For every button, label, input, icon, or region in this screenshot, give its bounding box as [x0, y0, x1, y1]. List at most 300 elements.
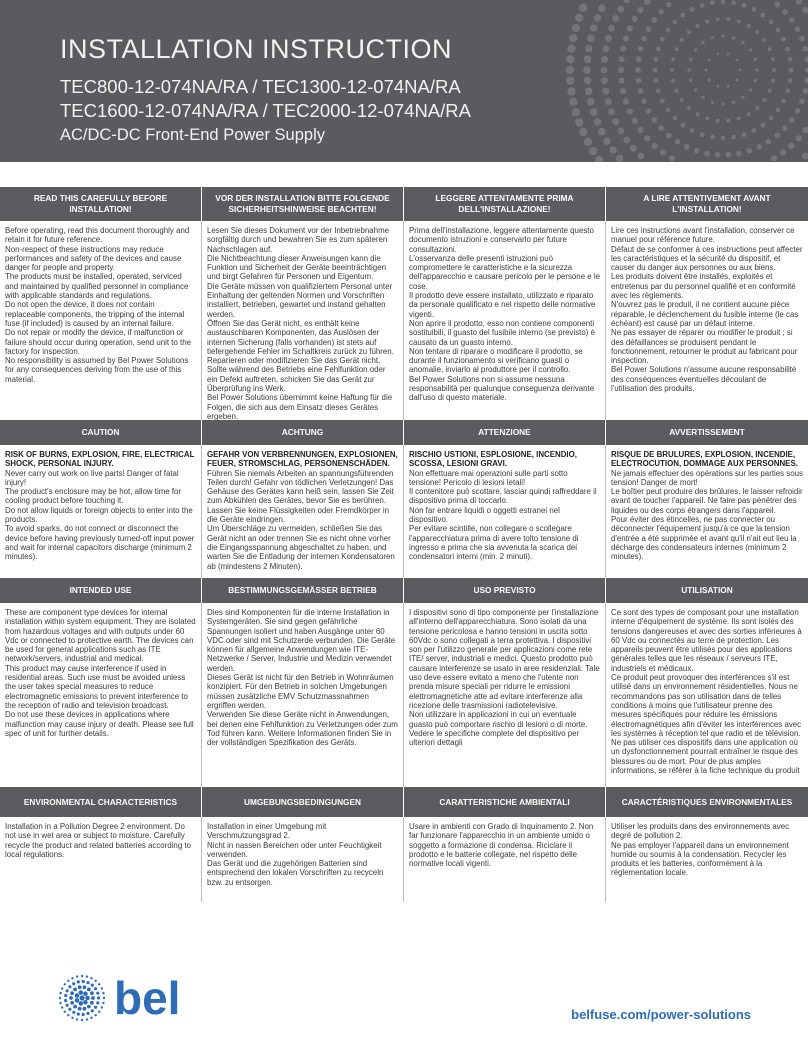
logo-dot: [97, 996, 100, 999]
logo-dot: [75, 993, 80, 998]
logo-dot: [81, 1019, 83, 1021]
model-numbers: [60, 75, 471, 123]
logo-dot: [81, 975, 83, 977]
paragraph: Never carry out work on live parts! Danger of fatal injury! The product's enclosure may be hot, allow time for cooling product before touching it. Do not allow liquids or foreign objects to enter into the products. To avoid sparks, do not connect or disconnect the device before having previously turned-off input power and wait for internal capacitors discharge (minimum 2 minutes).: [5, 468, 195, 562]
decorative-dot: [689, 79, 692, 82]
decorative-dot: [687, 30, 691, 34]
decorative-dot: [608, 25, 615, 32]
decorative-dot: [641, 36, 647, 42]
decorative-dot: [749, 48, 752, 51]
decorative-dot: [726, 17, 730, 21]
decorative-dot: [637, 7, 643, 13]
decorative-dot: [684, 144, 690, 150]
logo-dot: [96, 992, 99, 995]
logo-dot: [79, 990, 84, 995]
decorative-dot: [623, 137, 630, 144]
decorative-dot: [742, 132, 747, 137]
bel-logo: [54, 970, 204, 1026]
column-header: BESTIMMUNGSGEMÄSSER BETRIEB: [202, 578, 404, 603]
decorative-dot: [795, 26, 801, 32]
decorative-dot: [708, 79, 711, 82]
decorative-dot: [711, 101, 714, 104]
section-text: [404, 445, 606, 578]
logo-dot: [59, 1002, 61, 1004]
decorative-dot: [601, 67, 608, 74]
decorative-dot: [575, 118, 583, 126]
decorative-dot: [656, 89, 661, 94]
logo-dot: [61, 1006, 63, 1008]
decorative-dot: [796, 135, 802, 141]
decorative-dot: [623, 98, 629, 104]
column-header: ENVIRONMENTAL CHARACTERISTICS: [0, 787, 202, 817]
decorative-dot: [700, 3, 705, 8]
decorative-dot: [646, 26, 652, 32]
decorative-dot: [673, 20, 678, 25]
decorative-dot: [666, 2, 672, 8]
decorative-dot: [768, 47, 772, 51]
decorative-dot: [769, 116, 774, 121]
decorative-dot: [687, 68, 690, 71]
logo-dot: [70, 991, 74, 995]
decorative-dot: [785, 89, 790, 94]
decorative-dot: [788, 143, 794, 149]
column-header: ACHTUNG: [202, 420, 404, 445]
logo-dot: [101, 987, 103, 989]
paragraph: These are component type devices for internal installation within system equipment. They are isolated from hazardous voltages and with outputs under 60 Vdc or connected to protective earth. The devices can be used for general applications such as ITE network/servers, industrial and medical. This product may cause interference if used in residential areas. Such use must be avoided unless the user takes special measures to reduce electromagnetic emissions to prevent interference to the reception of radio and television broadcast. Do not use these devices in applications where malfunction may cause injury or death. Please see full spec of unit for further details.: [5, 608, 196, 738]
decorative-dot: [680, 98, 684, 102]
decorative-dot: [774, 2, 780, 8]
decorative-dot: [680, 38, 684, 42]
decorative-dot: [669, 155, 675, 161]
decorative-dot: [675, 139, 681, 145]
decorative-dot: [584, 138, 592, 146]
decorative-dot: [598, 128, 606, 136]
decorative-dot: [696, 112, 700, 116]
decorative-dot: [630, 145, 637, 152]
decorative-dot: [789, 68, 794, 73]
decorative-dot: [641, 99, 647, 105]
logo-dot: [67, 980, 69, 982]
decorative-dot: [673, 116, 678, 121]
decorative-dot: [595, 156, 603, 162]
decorative-dot: [671, 57, 675, 61]
decorative-dot: [776, 28, 781, 33]
decorative-dot: [705, 20, 709, 24]
logo-dot: [98, 1011, 100, 1013]
decorative-dot: [617, 128, 624, 135]
decorative-dot: [653, 68, 658, 73]
decorative-dot: [737, 117, 741, 121]
decorative-dot: [646, 108, 652, 114]
decorative-dot: [671, 79, 675, 83]
warning-heading: GEFAHR VON VERBRENNUNGEN, EXPLOSIONEN, FEUER, STROMSCHLAG, PERSONENSCHÄDEN.: [207, 450, 398, 469]
decorative-dot: [616, 155, 624, 163]
decorative-dot: [731, 0, 736, 5]
section-text: [0, 603, 202, 787]
logo-dot: [98, 983, 100, 985]
decorative-dot: [627, 25, 633, 31]
decorative-dot: [780, 149, 786, 155]
logo-dot: [64, 1011, 66, 1013]
section-header-row: [0, 787, 808, 817]
decorative-dot: [589, 147, 597, 155]
column-header: UMGEBUNGSBEDINGUNGEN: [202, 787, 404, 817]
section-body-row: [0, 603, 808, 787]
decorative-dot: [674, 89, 678, 93]
decorative-dot: [618, 67, 624, 73]
decorative-dot: [651, 117, 657, 123]
paragraph: Prima dell'installazione, leggere attentamente questo documento istruzioni e conservarlo per future consultazioni. L'osservanza delle presenti istruzioni può compromettere le caratteristiche e la sicurezza dell'apparecchio e causare pericolo per le persone e le cose. Il prodotto deve essere installato, utilizzato e riparato da personale qualificato e nel rispetto delle normative vigenti. Non aprire il prodotto, esso non contiene componenti sostituibili, il guasto del fusibile interno (se previsto) è causato da un guasto interno. Non tentare di riparare o modificare il prodotto, se durante il funzionamento si verificano guasti o anomalie, inviarlo al produttore per il controllo. Bel Power Solutions non si assume nessuna responsabilità per qualunque conseguenza derivante dall'uso di questo materiale.: [409, 226, 601, 403]
decorative-dot: [594, 118, 602, 126]
logo-dot: [95, 1014, 97, 1016]
decorative-dot: [612, 15, 619, 22]
decorative-dot: [612, 118, 619, 125]
decorative-dot: [601, 77, 608, 84]
logo-dot: [79, 995, 84, 1000]
decorative-dot: [638, 46, 644, 52]
decorative-dot: [653, 78, 658, 83]
instruction-table: [0, 187, 808, 902]
decorative-dot: [660, 37, 665, 42]
decorative-dot: [749, 88, 752, 91]
decorative-dot: [805, 57, 808, 63]
decorative-dot: [726, 152, 732, 158]
logo-dot: [71, 1017, 73, 1019]
decorative-dot: [795, 108, 801, 114]
decorative-dot: [572, 24, 580, 32]
section-text: [202, 603, 404, 787]
decorative-dot: [620, 88, 626, 94]
decorative-dot: [781, 99, 786, 104]
logo-dot: [75, 998, 80, 1003]
decorative-dot: [587, 98, 595, 106]
decorative-dot: [566, 55, 574, 63]
paragraph: Utiliser les produits dans des environnements avec degré de pollution 2. Ne pas employer l'appareil dans un environnement humide ou soumis à la condensation. Recycler les produits et les batteries, conformément à la réglementation locale.: [611, 822, 790, 878]
section-text: [0, 445, 202, 578]
decorative-dot: [747, 148, 753, 154]
logo-dot: [66, 989, 69, 992]
decorative-dot: [802, 153, 808, 160]
decorative-dot: [736, 151, 742, 157]
column-header: CARATTERISTICHE AMBIENTALI: [404, 787, 606, 817]
logo-dot: [91, 984, 94, 987]
logo-dot: [59, 992, 61, 994]
decorative-dot: [701, 41, 704, 44]
decorative-dot: [782, 125, 788, 131]
decorative-dot: [710, 0, 715, 5]
decorative-dot: [705, 117, 709, 121]
decorative-dot: [637, 153, 644, 160]
paragraph: Führen Sie niemals Arbeiten an spannungsführenden Teilen durch! Gefahr von tödlichen Verletzungen! Das Gehäuse des Gerätes kann heiß sein, lassen Sie Zeit zum Abkühlen des Gerätes, bevor Sie es berühren. Lassen Sie keine Flüssigkeiten oder Fremdkörper in die Geräte eindringen. Um Überschläge zu vermeiden, schließen Sie das Gerät nicht an oder trennen Sie es nicht ohne vorher die Eingangsspannung abgeschaltet zu haben, und warten Sie die Entladung der internen Kondensatoren ab (mindestens 2 Minuten).: [207, 468, 395, 571]
section-text: [0, 221, 202, 420]
decorative-dot: [658, 9, 664, 15]
decorative-dot: [583, 66, 591, 74]
decorative-dot: [788, 78, 793, 83]
decorative-dot: [716, 52, 719, 55]
logo-dot: [72, 1011, 75, 1014]
section-text: [202, 817, 404, 902]
section-text: [404, 603, 606, 787]
decorative-dot: [585, 45, 593, 53]
decorative-dot: [772, 68, 776, 72]
logo-dot: [86, 1012, 89, 1015]
logo-dot: [66, 1004, 69, 1007]
bel-logo-icon: [54, 970, 204, 1026]
decorative-dot: [609, 146, 617, 154]
decorative-dot: [569, 98, 577, 106]
decorative-dot: [635, 67, 641, 73]
decorative-dot: [603, 45, 610, 52]
column-header: AVVERTISSEMENT: [606, 420, 808, 445]
logo-dot: [64, 983, 66, 985]
decorative-dot: [605, 98, 612, 105]
decorative-dot: [651, 17, 657, 23]
decorative-dot: [579, 4, 587, 12]
decorative-dot: [727, 85, 730, 88]
decorative-dot: [694, 88, 697, 91]
column-header: LEGGERE ATTENTAMENTE PRIMA DELL'INSTALLAZIONE!: [404, 187, 606, 221]
paragraph: Ne jamais effectuer des opérations sur les parties sous tension! Danger de mort! Le boîtier peut produire des brûlures, le laisser refroidir avant de toucher l'appareil. Ne faire pas pénétrer des liquides ou des corps étrangers dans l'appareil. Pour éviter des étincelles, ne pas connecter ou déconnecter l'équipement jusqu'à ce que la tension d'entrée a été supprimée et avant qu'il n'ait eut lieu la décharge des condensateurs internes (minimum 2 minutes).: [611, 468, 803, 562]
column-header: VOR DER INSTALLATION BITTE FOLGENDE SICHERHEITSHINWEISE BEACHTEN!: [202, 187, 404, 221]
decorative-dot: [627, 108, 633, 114]
decorative-dot: [690, 7, 695, 12]
logo-dot: [86, 981, 89, 984]
decorative-dot: [575, 14, 583, 22]
document-subtitle: AC/DC-DC Front-End Power Supply: [60, 126, 325, 144]
decorative-dot: [710, 135, 715, 140]
decorative-dot: [566, 66, 574, 74]
decorative-dot: [708, 59, 711, 62]
decorative-dot: [721, 0, 726, 4]
logo-dot: [90, 1001, 94, 1005]
paragraph: Lesen Sie dieses Dokument vor der Inbetriebnahme sorgfältig durch und bewahren Sie es zum späteren Nachschlagen auf. Die Nichtbeachtung dieser Anweisungen kann die Funktion und Sicherheit der Geräte beeinträchtigen und birgt Gefahren für Personen und Eigentum. Die Geräte müssen von qualifiziertem Personal unter Einhaltung der geltenden Normen und Vorschriften installiert, betrieben, gewartet und instand gehalten werden. Öffnen Sie das Gerät nicht, es enthält keine austauschbaren Komponenten, das Auslösen der internen Sicherung (falls vorhanden) ist stets auf tiefergehende Fehler im Schaltkreis zurück zu führen. Reparieren oder modifizieren Sie das Gerät nicht. Sollte während des Betriebs eine Fehlfunktion oder ein Defekt auftreten, schicken Sie das Gerät zur Überprüfung ins Werk. Bel Power Solutions übernimmt keine Haftung für die Folgen, die sich aus dem Einsatz dieses Gerätes ergeben.: [207, 226, 394, 420]
decorative-dot: [579, 128, 587, 136]
paragraph: Usare in ambienti con Grado di Inquinamento 2. Non far funzionare l'apparecchio in un ambiente umido o soggetto a formazione di condensa. Riciclare il prodotto e le batterie collegate, nel rispetto delle normative locali vigenti.: [409, 822, 594, 869]
decorative-dot: [701, 96, 704, 99]
section-header-row: [0, 420, 808, 445]
decorative-dot: [715, 152, 721, 158]
decorative-dot: [754, 79, 757, 82]
logo-dot: [64, 994, 67, 997]
paragraph: I dispositivi sono di tipo componente per l'installazione all'interno dell'apparecchiatura. Sono isolati da una tensione pericolosa e hanno tensioni in uscita sotto 60Vdc o sono collegati a terra protettiva. I dispositivi son per l'utilizzo generale per applicazioni come rete ITE/ server, industriali e medici. Questo prodotto può causare interferenze se usato in aree residenziali. Tale uso deve essere evitato a meno che l'utente non prenda misure speciali per ridurre le emissioni elettromagnetiche atte ad evitare interferenze alla ricezione delle trasmissioni radiotelevisive. Non utilizzare in applicazioni in cui un eventuale guasto può comportare rischio di lesioni o di morte. Vedere le specifiche complete del dispositivo per ulteriori dettagli: [409, 608, 600, 748]
column-header: CAUTION: [0, 420, 202, 445]
logo-dot: [59, 997, 61, 999]
decorative-dot: [737, 20, 741, 24]
decorative-dot: [594, 14, 602, 22]
decorative-dot: [771, 155, 777, 161]
section-body-row: [0, 445, 808, 578]
decorative-dot: [752, 7, 757, 12]
decorative-dot: [689, 58, 692, 61]
decorative-dot: [567, 45, 575, 53]
decorative-dot: [789, 17, 795, 23]
section-header-row: [0, 578, 808, 603]
decorative-dot: [769, 20, 774, 25]
logo-dot: [83, 1000, 88, 1005]
section-text: [202, 221, 404, 420]
decorative-dot: [696, 24, 700, 28]
logo-dot: [90, 977, 92, 979]
decorative-dot: [747, 112, 751, 116]
paragraph: Dies sind Komponenten für die interne Installation in Systemgeräten. Sie sind gegen gefährliche Spannungen isoliert und haben Ausgänge unter 60 VDC oder sind mit Schutzerde verbunden. Die Geräte können für allgemeine Anwendungen wie ITE-Netzwerke / Server, Industrie und Medizin verwendet werden. Dieses Gerät ist nicht für den Betrieb in Wohnräumen konzipiert. Für den Betrieb in solchen Umgebungen müssen zusätzliche EMV Schutzmassnahmen ergriffen werden. Verwenden Sie diese Geräte nicht in Anwendungen, bei denen eine Fehlfunktion zu Verletzungen oder zum Tod führen kann. Weitere Informationen finden Sie in der vollständigen Spezifikation des Geräts.: [207, 608, 398, 748]
decorative-dot: [762, 98, 766, 102]
logo-dot: [95, 980, 97, 982]
decorative-dot: [569, 34, 577, 42]
decorative-dot: [766, 139, 772, 145]
logo-dot: [87, 1005, 91, 1009]
dot-pattern-decoration: [508, 0, 808, 162]
logo-dot: [71, 977, 73, 979]
decorative-dot: [603, 88, 610, 95]
decorative-dot: [782, 9, 788, 15]
model-line-2: TEC1600-12-074NA/RA / TEC2000-12-074NA/RA: [60, 100, 471, 121]
decorative-dot: [666, 133, 672, 139]
decorative-dot: [617, 6, 624, 13]
decorative-dot: [768, 89, 772, 93]
column-header: USO PREVISTO: [404, 578, 606, 603]
logo-dot: [72, 982, 75, 985]
decorative-dot: [700, 132, 705, 137]
logo-dot: [83, 1007, 87, 1011]
logo-dot: [77, 1013, 80, 1016]
logo-dot: [91, 1009, 94, 1012]
paragraph: Lire ces instructions avant l'installation, conserver ce manuel pour référence future. Défaut de se conformer à ces instructions peut affecter les caractéristiques et la sécurité du dispositif, et causer du danger aux personnes ou aux biens. Les produits doivent être installés, exploités et entretenus par du personnel qualifié et en conformité avec les règlements. N'ouvrez pas le produit, il ne contient aucune pièce réparable, le déclenchement du fusible interne (le cas échéant) est causé par un défaut interne. Ne pas essayer de réparer ou modifier le produit ; si des défaillances se produisent pendant le fonctionnement, retourner le produit au fabricant pour inspection. Bel Power Solutions n'assume aucune responsabilité des conséquences éventuelles découlant de l'utilisation des produits.: [611, 226, 803, 394]
decorative-dot: [666, 28, 671, 33]
section-body-row: [0, 817, 808, 902]
column-header: UTILISATION: [606, 578, 808, 603]
page-header: [0, 0, 808, 162]
decorative-dot: [632, 16, 638, 22]
decorative-dot: [741, 41, 744, 44]
decorative-dot: [802, 7, 808, 13]
logo-dot: [73, 1005, 77, 1009]
decorative-dot: [585, 88, 593, 96]
decorative-dot: [735, 59, 738, 62]
decorative-dot: [731, 135, 736, 140]
model-line-1: TEC800-12-074NA/RA / TEC1300-12-074NA/RA: [60, 76, 461, 97]
paragraph: Non effettuare mai operazioni sulle parti sotto tensione! Pericolo di lesioni letali! Il contenitore può scottare, lasciar quindi raffreddare il dispositivo prima di toccarlo. Non far entrare liquidi o oggetti estranei nel dispositivo. Per evitare scintille, non collegare o scollegare l'apparecchiatura prima di avere tolto tensione di ingresso e prima che sia avvenuta la scarica dei condensatori interni (min. 2 minuti).: [409, 468, 597, 562]
logo-dot: [78, 985, 82, 989]
decorative-dot: [687, 106, 691, 110]
decorative-dot: [739, 69, 742, 72]
logo-dot: [91, 996, 95, 1000]
logo-dot: [61, 987, 63, 989]
warning-heading: RISK OF BURNS, EXPLOSION, FIRE, ELECTRICAL SHOCK, PERSONAL INJURY.: [5, 450, 195, 469]
logo-dot: [73, 988, 77, 992]
decorative-dot: [566, 77, 574, 85]
column-header: ATTENZIONE: [404, 420, 606, 445]
logo-dot: [64, 999, 67, 1002]
decorative-dot: [803, 88, 808, 94]
logo-dot: [90, 991, 94, 995]
logo-dot: [83, 991, 88, 996]
logo-dot: [67, 1014, 69, 1016]
decorative-dot: [705, 69, 708, 72]
decorative-dot: [721, 102, 724, 105]
decorative-dot: [619, 78, 625, 84]
decorative-dot: [726, 119, 730, 123]
decorative-dot: [796, 0, 802, 5]
section-text: [606, 603, 808, 787]
decorative-dot: [670, 68, 674, 72]
decorative-dot: [603, 137, 611, 145]
decorative-dot: [754, 58, 757, 61]
logo-dot: [68, 985, 71, 988]
logo-dot: [69, 996, 73, 1000]
decorative-dot: [681, 13, 686, 18]
section-body-row: [0, 221, 808, 420]
logo-dot: [102, 992, 104, 994]
column-header: INTENDED USE: [0, 578, 202, 603]
decorative-dot: [601, 56, 608, 63]
decorative-dot: [652, 143, 658, 149]
logo-dot: [83, 985, 87, 989]
decorative-dot: [636, 57, 642, 63]
logo-dot: [86, 1018, 88, 1020]
decorative-dot: [637, 127, 643, 133]
decorative-dot: [636, 78, 642, 84]
logo-dot: [86, 975, 88, 977]
decorative-dot: [732, 36, 735, 39]
decorative-dot: [572, 108, 580, 116]
warning-heading: RISQUE DE BRULURES, EXPLOSION, INCENDIE, ELECTROCUTION, DOMMAGE AUX PERSONNES.: [611, 450, 798, 469]
logo-dot: [85, 996, 90, 1001]
paragraph: Ce sont des types de composant pour une installation interne d'équipement de système. Ils sont isolés des tensions dangereuses et avec des sorties inférieures à 60 Vdc ou connectés au terre de protection. Les appareils peuvent être utilisés pour des applications générales telles que les réseaux / serveurs ITE, industriels et médicaux. Ce produit peut provoquer des interférences s'il est utilisé dans un environnement résidentielles. Nous ne recommandons pas son utilisation dans de telles conditions à moins que l'utilisateur prenne des mesures spécifiques pour réduire les émissions électromagnétiques afin d'éviter les interférences avec les systèmes à réception tel que radio et de télévision. Ne pas utiliser ces dispositifs dans une application où un dysfonctionnement pourrait entraîner le risque des blessures ou de mort. Pour de plus amples informations, se référer à la fiche technique du produit: [611, 608, 802, 776]
decorative-dot: [762, 38, 766, 42]
column-header: A LIRE ATTENTIVEMENT AVANT L'INSTALLATION!: [606, 187, 808, 221]
decorative-dot: [660, 99, 665, 104]
logo-dot: [101, 1006, 103, 1008]
section-text: [0, 817, 202, 902]
decorative-dot: [598, 5, 606, 13]
section-text: [606, 221, 808, 420]
decorative-dot: [711, 36, 714, 39]
decorative-dot: [774, 133, 780, 139]
logo-dot: [79, 1001, 84, 1006]
decorative-dot: [721, 34, 724, 37]
decorative-dot: [771, 79, 775, 83]
logo-dot: [90, 1017, 92, 1019]
logo-dot: [76, 975, 78, 977]
document-title: INSTALLATION INSTRUCTION: [60, 34, 453, 64]
decorative-dot: [752, 128, 757, 133]
logo-dot: [82, 980, 85, 983]
decorative-dot: [716, 17, 720, 21]
decorative-dot: [632, 118, 638, 124]
decorative-dot: [742, 3, 747, 8]
section-text: [606, 817, 808, 902]
column-header: READ THIS CAREFULLY BEFORE INSTALLATION!: [0, 187, 202, 221]
section-text: [404, 221, 606, 420]
brand-text: bel: [114, 972, 181, 1024]
decorative-dot: [803, 46, 808, 52]
logo-dot: [103, 997, 105, 999]
warning-heading: RISCHIO USTIONI, ESPLOSIONE, INCENDIO, SCOSSA, LESIONI GRAVI.: [409, 450, 577, 469]
decorative-dot: [799, 36, 805, 42]
decorative-dot: [623, 0, 630, 4]
decorative-dot: [755, 30, 759, 34]
decorative-dot: [785, 47, 790, 52]
decorative-dot: [587, 35, 595, 43]
decorative-dot: [653, 57, 658, 62]
logo-dot: [87, 988, 91, 992]
logo-dot: [77, 980, 80, 983]
website-link[interactable]: belfuse.com/power-solutions: [571, 1007, 751, 1022]
decorative-dot: [656, 47, 661, 52]
decorative-dot: [584, 77, 592, 85]
decorative-dot: [741, 96, 744, 99]
decorative-dot: [694, 48, 697, 51]
